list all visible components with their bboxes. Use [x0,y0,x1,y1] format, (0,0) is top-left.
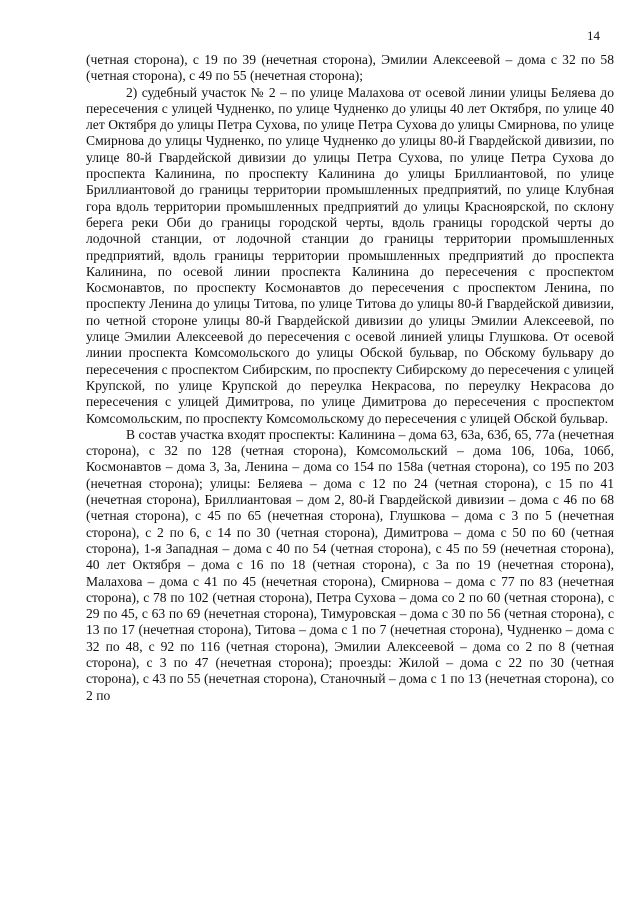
paragraph-continuation: (четная сторона), с 19 по 39 (нечетная сторона), Эмилии Алексеевой – дома с 32 по 58 (четная сторона), с 49 по 55 (нечетная сторона); [86,52,614,84]
document-body [86,52,614,704]
paragraph-district-composition: В состав участка входят проспекты: Калинина – дома 63, 63а, 63б, 65, 77а (нечетная сторона), с 32 по 128 (четная сторона), Комсомольский – дома 106, 106а, 106б, Космонавтов – дома 3, 3а, Ленина – дома со 154 по 158а (четная сторона), со 195 по 203 (нечетная сторона); улицы: Беляева – дома с 12 по 24 (четная сторона), с 15 по 41 (нечетная сторона), Бриллиантовая – дом 2, 80-й Гвардейской дивизии – дома с 46 по 68 (четная сторона), с 45 по 65 (нечетная сторона), Глушкова – дома с 3 по 5 (нечетная сторона), с 2 по 6, с 14 по 30 (четная сторона), Димитрова – дома с 50 по 60 (четная сторона), 1-я Западная – дома с 40 по 54 (четная сторона), с 45 по 59 (нечетная сторона), 40 лет Октября – дома с 16 по 18 (четная сторона), с 3а по 19 (нечетная сторона), Малахова – дома с 41 по 45 (нечетная сторона), Смирнова – дома с 77 по 83 (нечетная сторона), с 78 по 102 (четная сторона), Петра Сухова – дома со 2 по 60 (четная сторона), с 29 по 45, с 63 по 69 (нечетная сторона), Тимуровская – дома с 30 по 56 (четная сторона), с 13 по 17 (нечетная сторона), Титова – дома с 1 по 7 (нечетная сторона), Чудненко – дома с 32 по 48, с 92 по 116 (четная сторона), Эмилии Алексеевой – дома со 2 по 8 (четная сторона), с 3 по 47 (нечетная сторона); проезды: Жилой – дома с 22 по 30 (четная сторона), с 43 по 55 (нечетная сторона), Станочный – дома с 1 по 13 (нечетная сторона), со 2 по [86,426,614,703]
paragraph-court-district-2: 2) судебный участок № 2 – по улице Малахова от осевой линии улицы Беляева до пересечения с улицей Чудненко, по улице Чудненко до улицы 40 лет Октября, по улице 40 лет Октября до улицы Петра Сухова, по улице Петра Сухова до улицы Смирнова, по улице Смирнова до улицы Чудненко, по улице Чудненко до улицы 80-й Гвардейской дивизии, по улице 80-й Гвардейской дивизии до улицы Петра Сухова, по улице Петра Сухова до проспекта Калинина, по проспекту Калинина до улицы Бриллиантовой, по улице Бриллиантовой до границы территории промышленных предприятий, по улице Клубная гора вдоль территории промышленных предприятий до улицы Красноярской, по склону берега реки Оби до границы городской черты, вдоль границы городской черты до лодочной станции, от лодочной станции до границы территории промышленных предприятий, вдоль границы территории промышленных предприятий до проспекта Калинина, по осевой линии проспекта Калинина до пересечения с проспектом Космонавтов, по проспекту Космонавтов до пересечения с проспектом Ленина, по проспекту Ленина до улицы Титова, по улице Титова до улицы 80-й Гвардейской дивизии, по четной стороне улицы 80-й Гвардейской дивизии до улицы Эмилии Алексеевой, по улице Эмилии Алексеевой до пересечения с осевой линией улицы Глушкова. От осевой линии проспекта Комсомольского до улицы Обской бульвар, по Обскому бульвару до пересечения с проспектом Сибирским, по проспекту Сибирскому до пересечения с улицей Крупской, по улице Крупской до переулка Некрасова, по переулку Некрасова до пересечения с улицей Димитрова, по улице Димитрова до пересечения с проспектом Комсомольским, по проспекту Комсомольскому до пересечения с улицей Обской бульвар. [86,84,614,426]
page-number: 14 [587,28,600,43]
